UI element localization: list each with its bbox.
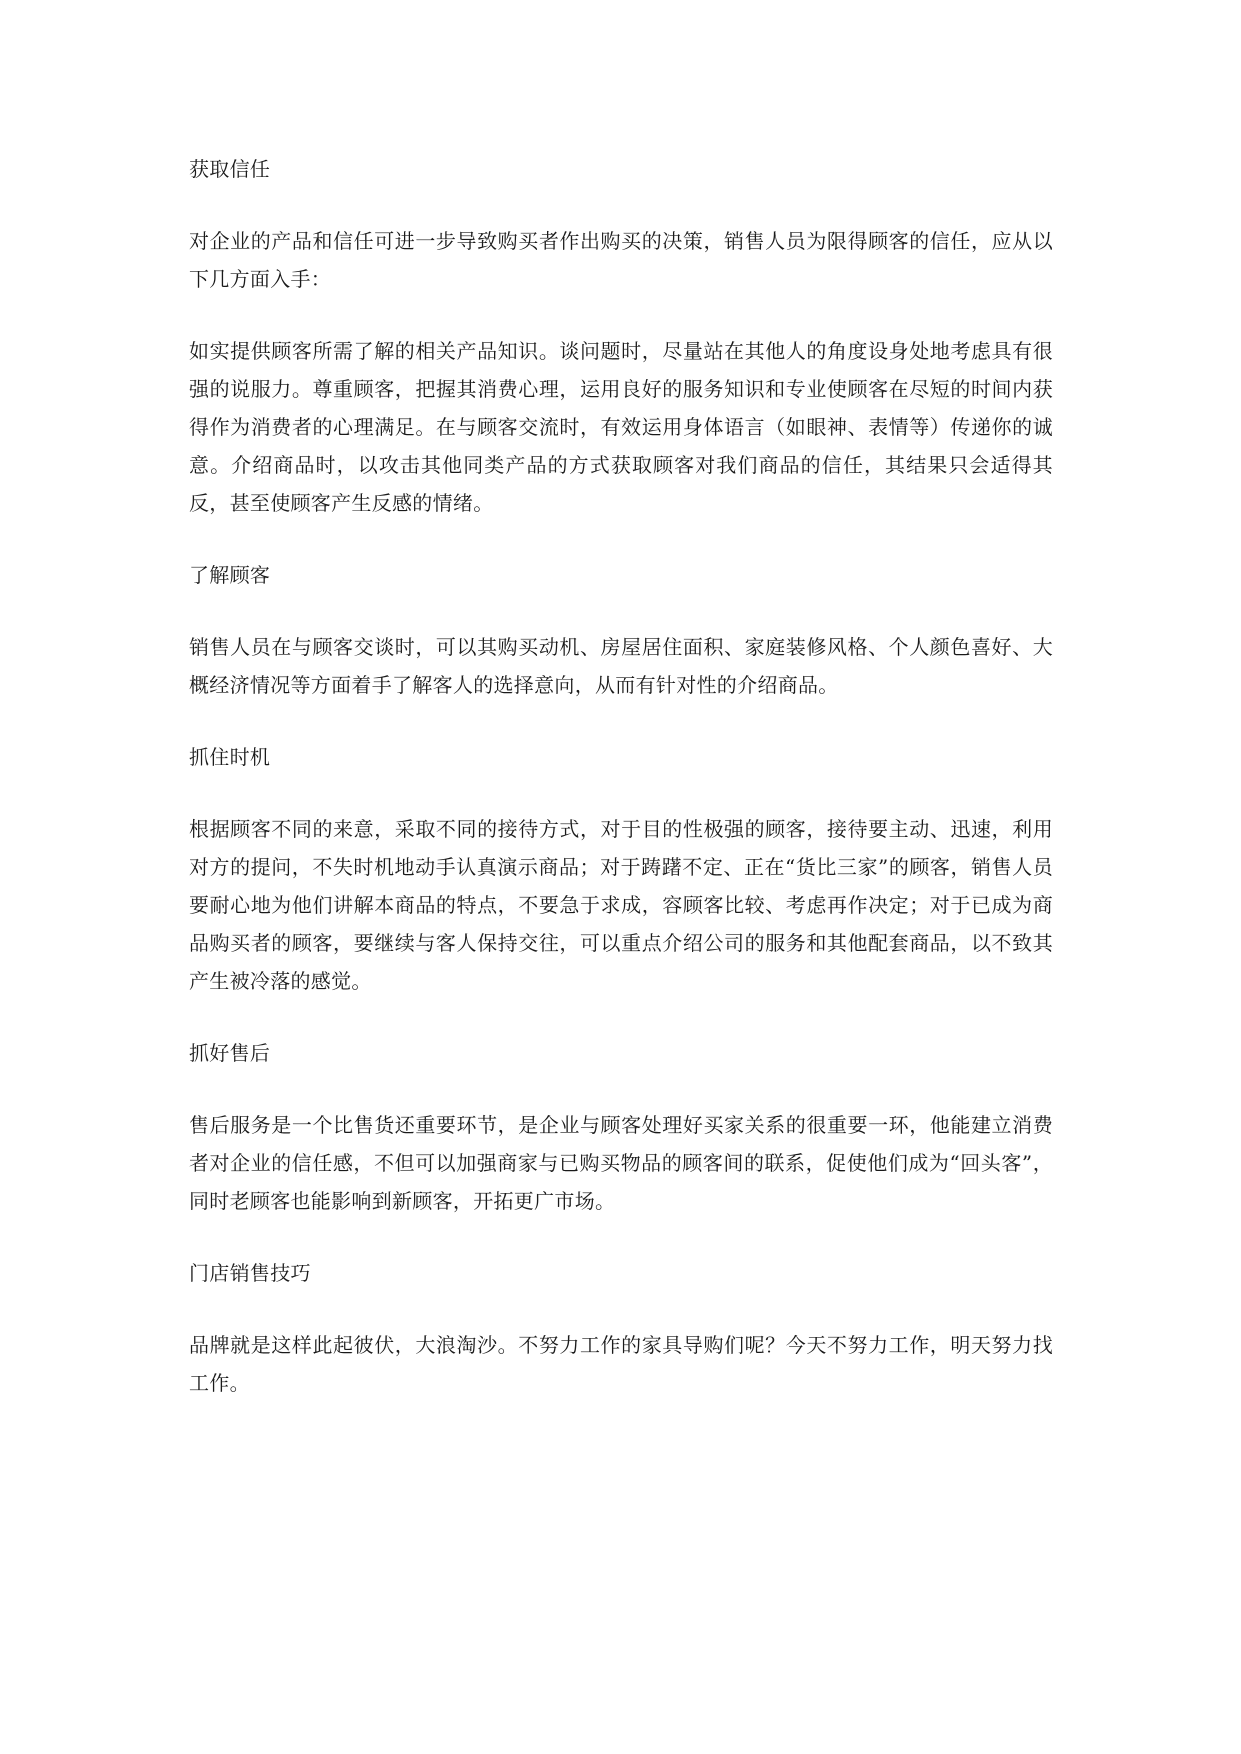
paragraph: 对企业的产品和信任可进一步导致购买者作出购买的决策，销售人员为限得顾客的信任，应从以下几方面入手： [189, 229, 1053, 291]
paragraph: 销售人员在与顾客交谈时，可以其购买动机、房屋居住面积、家庭装修风格、个人颜色喜好、大概经济情况等方面着手了解客人的选择意向，从而有针对性的介绍商品。 [189, 635, 1053, 697]
section-after-sales [189, 1034, 1053, 1220]
section-store-sales-skills [189, 1254, 1053, 1402]
paragraph: 品牌就是这样此起彼伏，大浪淘沙。不努力工作的家具导购们呢？今天不努力工作，明天努力找工作。 [189, 1333, 1053, 1395]
paragraph: 售后服务是一个比售货还重要环节，是企业与顾客处理好买家关系的很重要一环，他能建立消费者对企业的信任感，不但可以加强商家与已购买物品的顾客间的联系，促使他们成为“回头客”，同时老顾客也能影响到新顾客，开拓更广市场。 [189, 1113, 1053, 1213]
section-know-customer [189, 556, 1053, 704]
section-seize-timing [189, 738, 1053, 1000]
section-get-trust [189, 150, 1053, 522]
section-heading: 抓住时机 [189, 745, 271, 769]
paragraph: 根据顾客不同的来意，采取不同的接待方式，对于目的性极强的顾客，接待要主动、迅速，利用对方的提问，不失时机地动手认真演示商品；对于踌躇不定、正在“货比三家”的顾客，销售人员要耐心地为他们讲解本商品的特点，不要急于求成，容顾客比较、考虑再作决定；对于已成为商品购买者的顾客，要继续与客人保持交往，可以重点介绍公司的服务和其他配套商品，以不致其产生被冷落的感觉。 [189, 817, 1053, 993]
section-heading: 获取信任 [189, 157, 271, 181]
section-heading: 了解顾客 [189, 563, 271, 587]
section-heading: 抓好售后 [189, 1041, 271, 1065]
section-heading: 门店销售技巧 [189, 1261, 311, 1285]
paragraph: 如实提供顾客所需了解的相关产品知识。谈问题时，尽量站在其他人的角度设身处地考虑具有很强的说服力。尊重顾客，把握其消费心理，运用良好的服务知识和专业使顾客在尽短的时间内获得作为消费者的心理满足。在与顾客交流时，有效运用身体语言（如眼神、表情等）传递你的诚意。介绍商品时，以攻击其他同类产品的方式获取顾客对我们商品的信任，其结果只会适得其反，甚至使顾客产生反感的情绪。 [189, 339, 1053, 515]
document-page [189, 150, 1053, 1436]
